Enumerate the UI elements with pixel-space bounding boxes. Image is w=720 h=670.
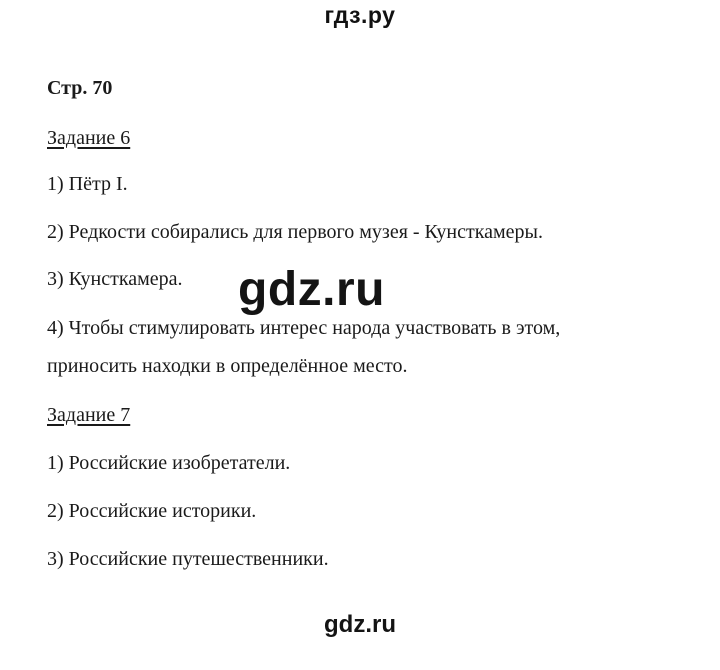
task-6-answer-2: 2) Редкости собирались для первого музея - Кунсткамеры. bbox=[47, 221, 543, 243]
task-7-title: Задание 7 bbox=[47, 404, 131, 426]
watermark-bottom: gdz.ru bbox=[324, 611, 396, 638]
task-6-answer-4: 4) Чтобы стимулировать интерес народа участвовать в этом, bbox=[47, 317, 561, 339]
task-6-answer-3: 3) Кунсткамера. bbox=[47, 268, 183, 290]
task-7-answer-2: 2) Российские историки. bbox=[47, 500, 257, 522]
task-6-title: Задание 6 bbox=[47, 127, 131, 149]
task-6-answer-1: 1) Пётр I. bbox=[47, 173, 128, 195]
task-7-answer-3: 3) Российские путешественники. bbox=[47, 548, 329, 570]
watermark-middle: gdz.ru bbox=[238, 263, 385, 316]
site-header: гдз.ру bbox=[324, 2, 396, 28]
page-number: Стр. 70 bbox=[47, 77, 113, 99]
task-6-answer-4-cont: приносить находки в определённое место. bbox=[47, 355, 408, 377]
task-7-answer-1: 1) Российские изобретатели. bbox=[47, 452, 291, 474]
